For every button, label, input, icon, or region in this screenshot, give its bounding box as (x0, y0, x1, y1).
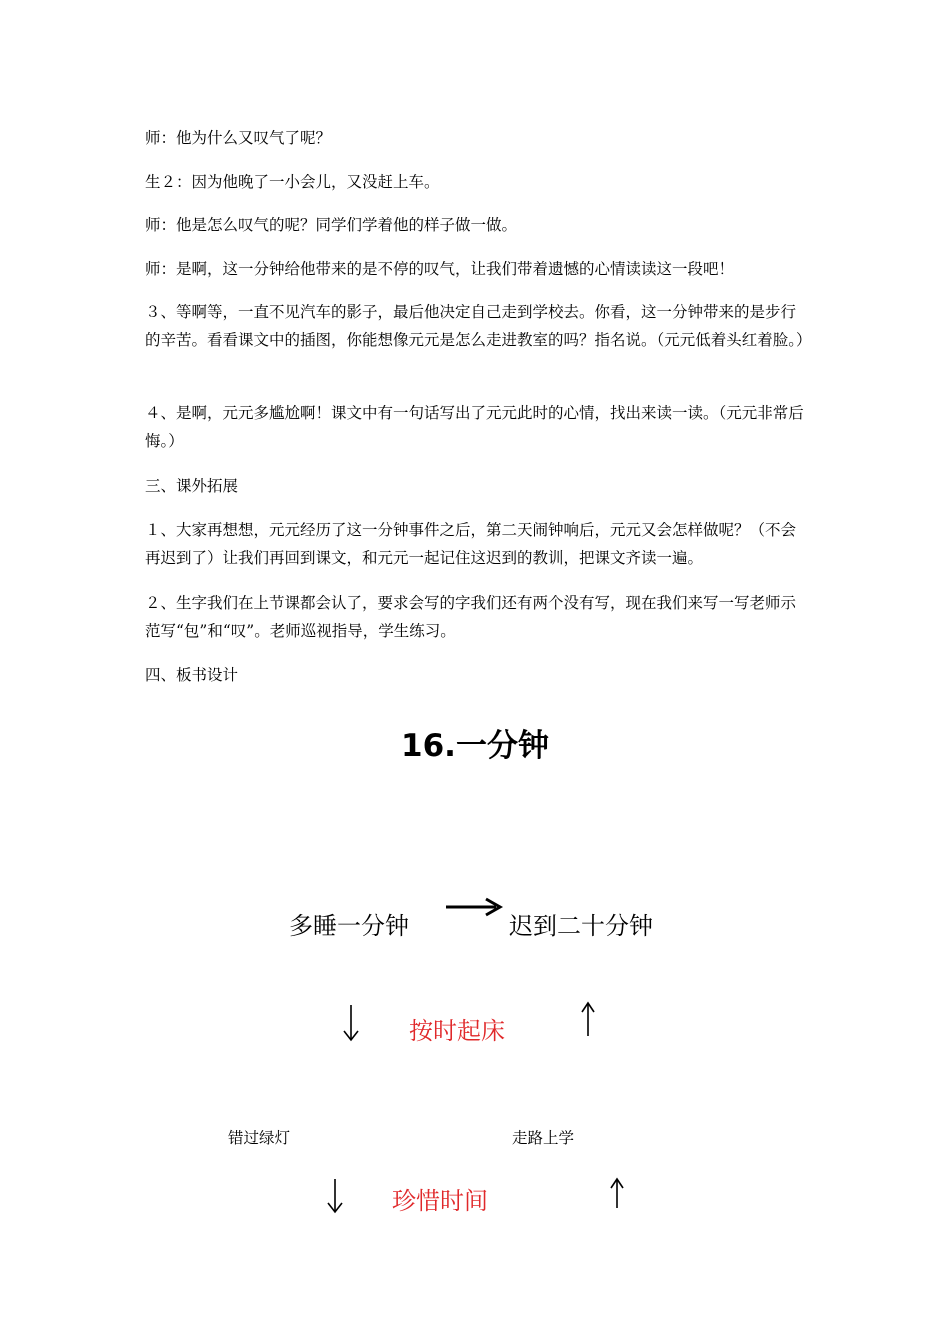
paragraph-5: ３、等啊等，一直不见汽车的影子，最后他决定自己走到学校去。你看，这一分钟带来的是步行的辛苦。看看课文中的插图，你能想像元元是怎么走进教室的吗？指名说。（元元低着头红着脸。） (145, 303, 812, 349)
up-arrow-icon-2 (606, 1176, 628, 1210)
down-arrow-icon (340, 1003, 362, 1043)
board-middle-1: 按时起床 (409, 1017, 505, 1045)
board-middle-2: 珍惜时间 (392, 1187, 488, 1215)
section-heading-board-design: 四、板书设计 (145, 666, 239, 684)
paragraph-8: ２、生字我们在上节课都会认了，要求会写的字我们还有两个没有写，现在我们来写一写老师示范写“包”和“叹”。老师巡视指导，学生练习。 (145, 594, 797, 640)
paragraph-7: １、大家再想想，元元经历了这一分钟事件之后，第二天闹钟响后，元元又会怎样做呢？（不会再迟到了）让我们再回到课文，和元元一起记住这迟到的教训，把课文齐读一遍。 (145, 521, 797, 567)
down-arrow-icon-2 (324, 1177, 346, 1215)
board-left-top: 多睡一分钟 (289, 912, 409, 940)
board-left-mid: 错过绿灯 (228, 1129, 291, 1147)
paragraph-2: 生２：因为他晚了一小会儿，又没赶上车。 (145, 173, 440, 191)
paragraph-1: 师：他为什么又叹气了呢？ (145, 129, 332, 147)
board-right-mid: 走路上学 (512, 1129, 575, 1147)
board-right-top: 迟到二十分钟 (509, 912, 653, 940)
paragraph-3: 师：他是怎么叹气的呢？同学们学着他的样子做一做。 (145, 216, 518, 234)
paragraph-6: ４、是啊，元元多尴尬啊！课文中有一句话写出了元元此时的心情，找出来读一读。（元元非常后悔。） (145, 404, 804, 450)
paragraph-4: 师：是啊，这一分钟给他带来的是不停的叹气，让我们带着遗憾的心情读读这一段吧！ (145, 260, 735, 278)
up-arrow-icon (577, 1000, 599, 1038)
section-heading-extension: 三、课外拓展 (145, 477, 239, 495)
board-title: 16.一分钟 (401, 728, 549, 764)
right-arrow-icon (444, 896, 506, 918)
